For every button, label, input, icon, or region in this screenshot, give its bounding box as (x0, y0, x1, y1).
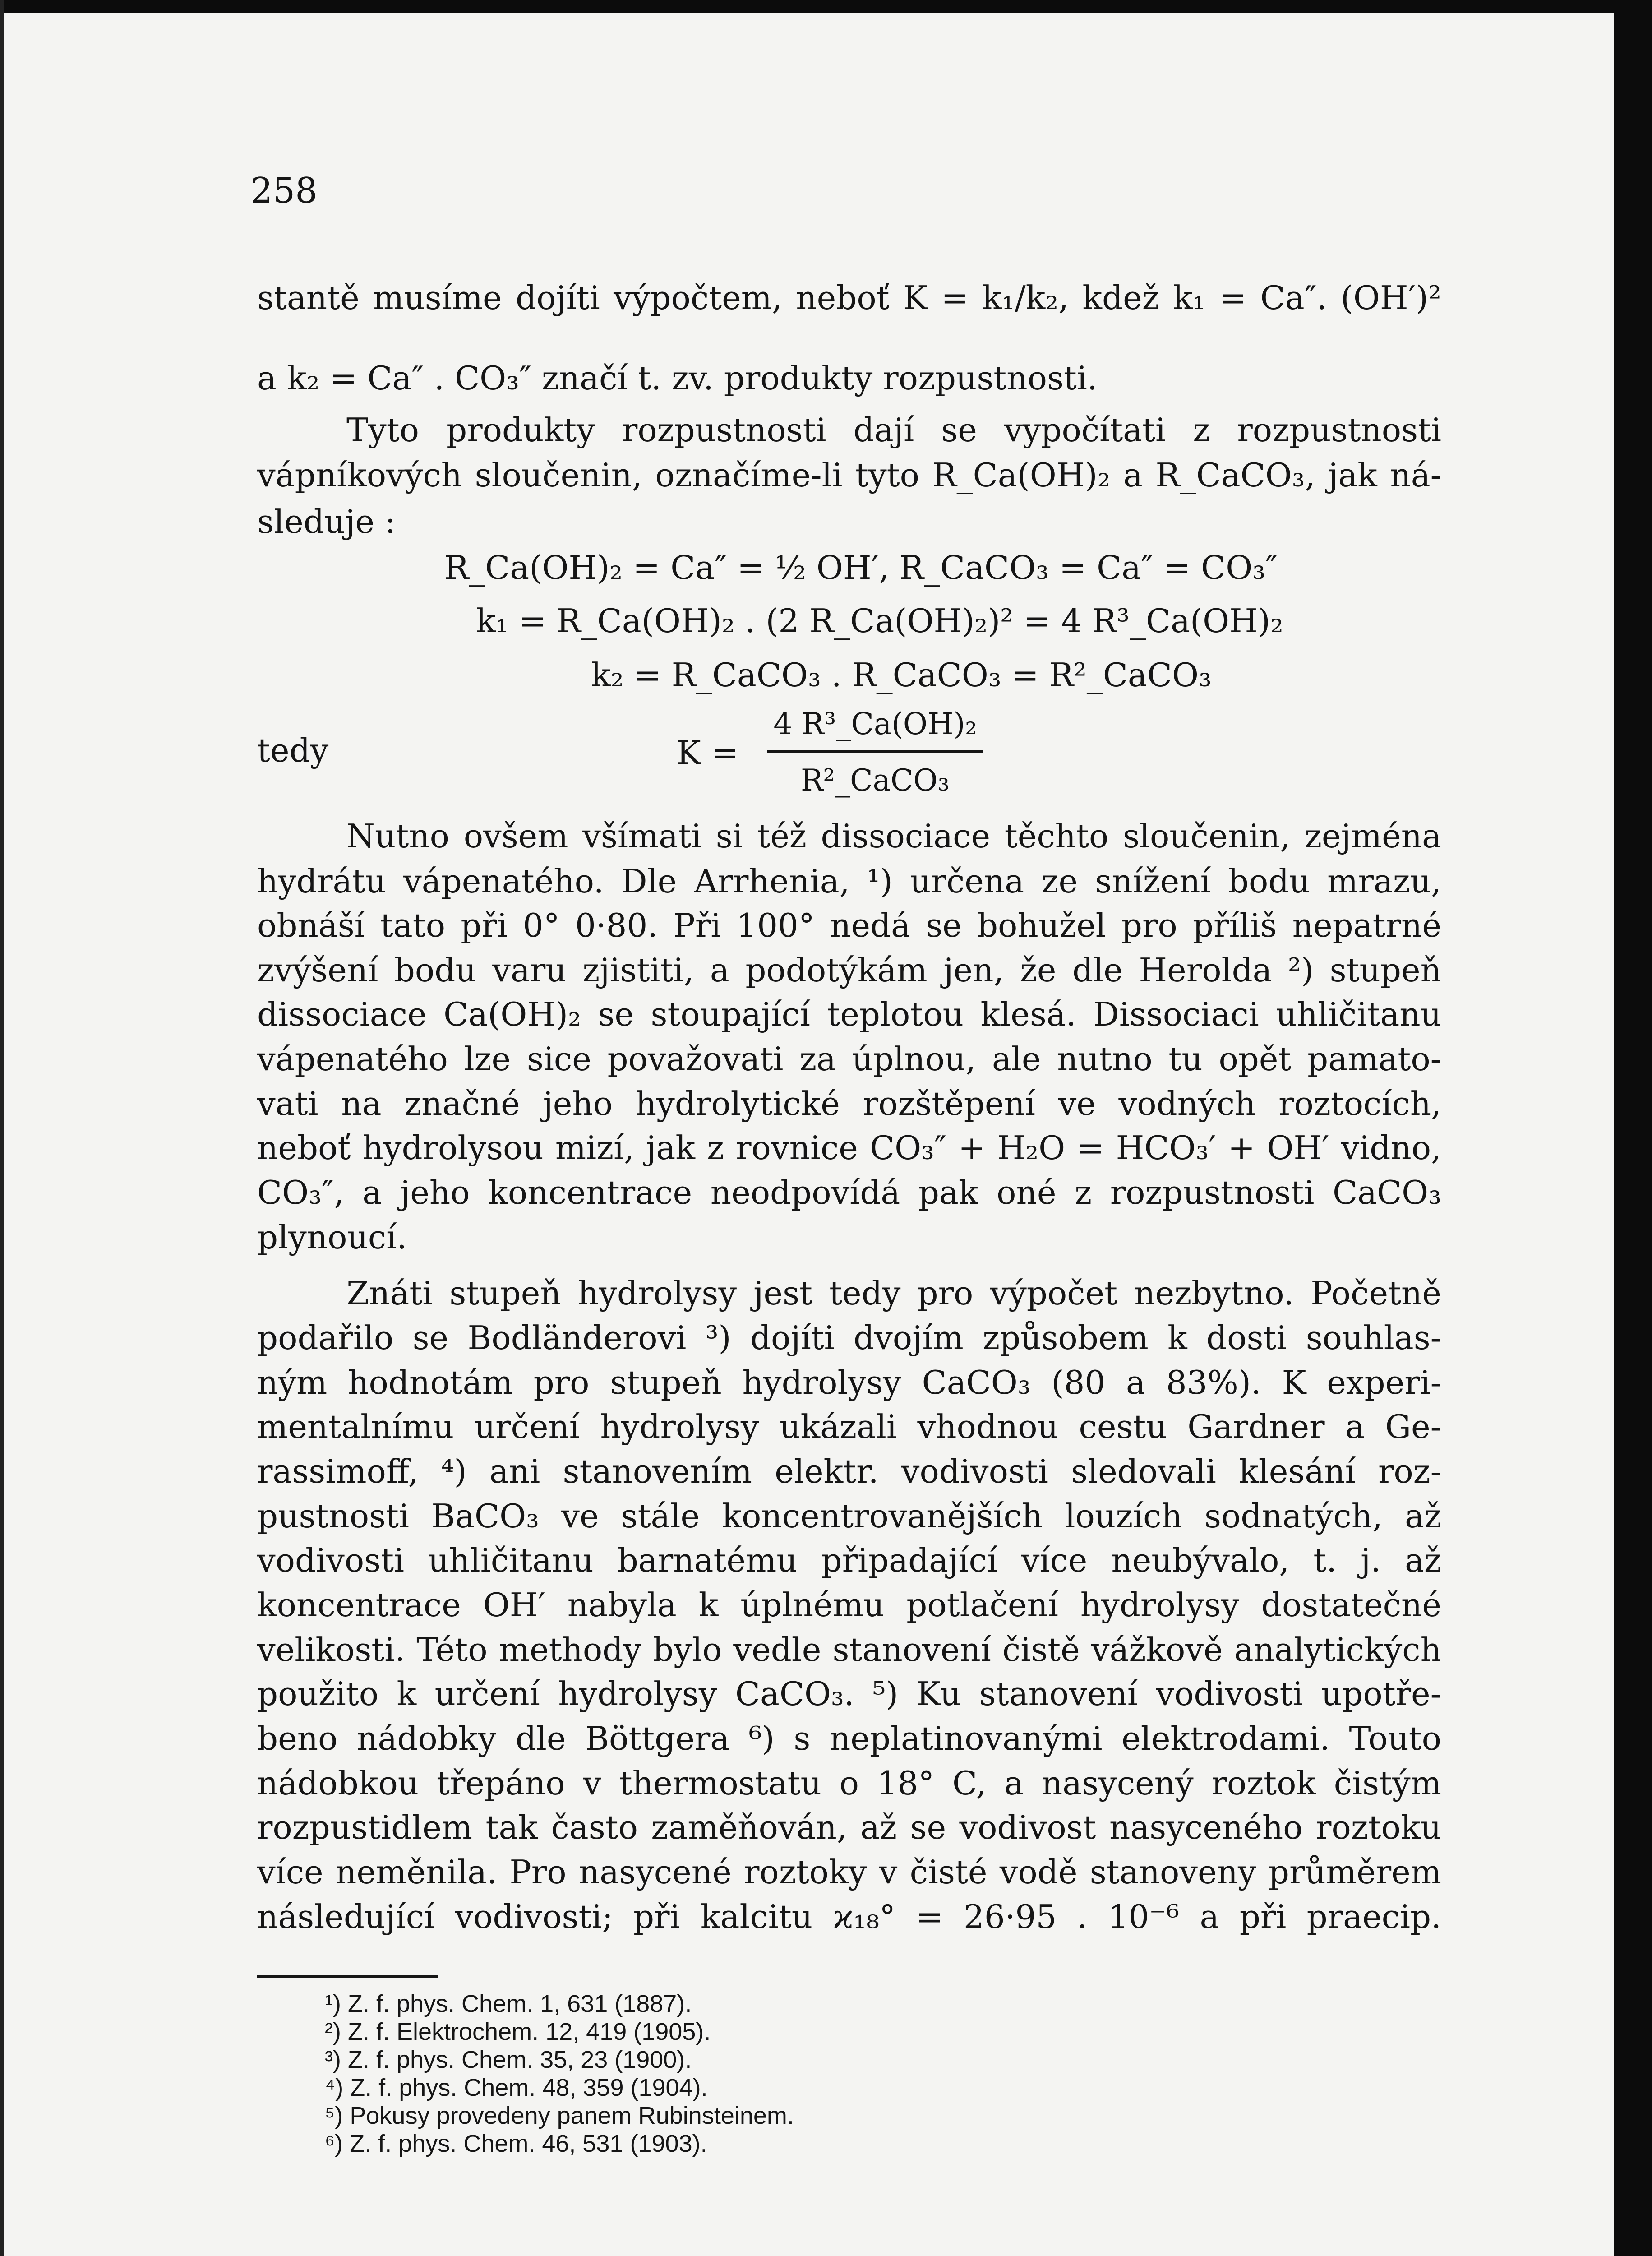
text-line: nádobkou třepáno v thermostatu o 18° C, a nasycený roztok čistým (257, 1764, 1441, 1802)
fraction-numerator: 4 R³_Ca(OH)₂ (773, 707, 977, 741)
text-line: beno nádobky dle Böttgera ⁶) s neplatinovanými elektrodami. Touto (257, 1720, 1441, 1757)
equation-line-3: k₂ = R_CaCO₃ . R_CaCO₃ = R²_CaCO₃ (591, 656, 1212, 694)
text-line: CO₃″, a jeho koncentrace neodpovídá pak oné z rozpustnosti CaCO₃ (257, 1174, 1441, 1211)
text-line: Nutno ovšem všímati si též dissociace těchto sloučenin, zejména (346, 817, 1441, 855)
text-line: podařilo se Bodländerovi ³) dojíti dvojím způsobem k dosti souhlas- (257, 1319, 1441, 1357)
equation-line-2: k₁ = R_Ca(OH)₂ . (2 R_Ca(OH)₂)² = 4 R³_Ca(OH)₂ (476, 602, 1283, 640)
text-line: mentalnímu určení hydrolysy ukázali vhodnou cestu Gardner a Ge- (257, 1408, 1441, 1446)
scan-border-left (0, 0, 4, 2256)
fraction-denominator: R²_CaCO₃ (800, 763, 950, 798)
text-line: vápenatého lze sice považovati za úplnou, ale nutno tu opět pamato- (257, 1040, 1441, 1078)
text-line: plynoucí. (257, 1218, 407, 1256)
text-line: ným hodnotám pro stupeň hydrolysy CaCO₃ (80 a 83%). K experi- (257, 1364, 1441, 1401)
footnote: ¹) Z. f. phys. Chem. 1, 631 (1887). (325, 1990, 692, 2017)
text-line: následující vodivosti; při kalcitu ϰ₁₈° = 26·95 . 10⁻⁶ a při praecip. (257, 1898, 1441, 1936)
text-line: hydrátu vápenatého. Dle Arrhenia, ¹) určena ze snížení bodu mrazu, (257, 862, 1441, 900)
text-line: rassimoff, ⁴) ani stanovením elektr. vodivosti sledovali klesání roz- (257, 1452, 1441, 1490)
text-line: dissociace Ca(OH)₂ se stoupající teplotou klesá. Dissociaci uhličitanu (257, 995, 1441, 1033)
text-line: více neměnila. Pro nasycené roztoky v čisté vodě stanoveny průměrem (257, 1853, 1441, 1891)
text-line: sleduje : (257, 503, 396, 541)
footnote: ⁴) Z. f. phys. Chem. 48, 359 (1904). (325, 2074, 708, 2101)
text-line: vodivosti uhličitanu barnatému připadající více neubývalo, t. j. až (257, 1541, 1441, 1579)
text-line: zvýšení bodu varu zjistiti, a podotýkám jen, že dle Herolda ²) stupeň (257, 951, 1441, 989)
text-line: velikosti. Této methody bylo vedle stanovení čistě vážkově analytických (257, 1631, 1441, 1669)
text-line: pustnosti BaCO₃ ve stále koncentrovanějších louzích sodnatých, až (257, 1497, 1441, 1535)
tedy-label: tedy (257, 731, 329, 769)
scan-border-top (0, 0, 1652, 13)
text-line: a k₂ = Ca″ . CO₃″ značí t. zv. produkty rozpustnosti. (257, 359, 1098, 397)
text-line: stantě musíme dojíti výpočtem, neboť K = k₁/k₂, kdež k₁ = Ca″. (OH′)² (257, 279, 1441, 317)
text-line: rozpustidlem tak často zaměňován, až se vodivost nasyceného roztoku (257, 1808, 1441, 1846)
text-line: Znáti stupeň hydrolysy jest tedy pro výpočet nezbytno. Početně (346, 1274, 1441, 1312)
scan-border-right (1614, 0, 1652, 2256)
text-line: koncentrace OH′ nabyla k úplnému potlačení hydrolysy dostatečné (257, 1586, 1441, 1624)
text-line: vápníkových sloučenin, označíme-li tyto R_Ca(OH)₂ a R_CaCO₃, jak ná- (257, 456, 1441, 494)
k-equals: K = (677, 734, 739, 772)
equation-line-1: R_Ca(OH)₂ = Ca″ = ½ OH′, R_CaCO₃ = Ca″ = CO₃″ (444, 549, 1278, 587)
page-number: 258 (250, 171, 318, 211)
footnote: ⁶) Z. f. phys. Chem. 46, 531 (1903). (325, 2130, 707, 2157)
footnote-rule (257, 1975, 438, 1978)
text-line: obnáší tato při 0° 0·80. Při 100° nedá se bohužel pro příliš nepatrné (257, 906, 1441, 944)
text-line: použito k určení hydrolysy CaCO₃. ⁵) Ku stanovení vodivosti upotře- (257, 1675, 1441, 1713)
text-line: vati na značné jeho hydrolytické rozštěpení ve vodných roztocích, (257, 1085, 1441, 1123)
footnote: ⁵) Pokusy provedeny panem Rubinsteinem. (325, 2102, 794, 2129)
fraction-bar (767, 750, 983, 753)
footnote: ²) Z. f. Elektrochem. 12, 419 (1905). (325, 2018, 711, 2045)
text-line: Tyto produkty rozpustnosti dají se vypočítati z rozpustnosti (346, 411, 1441, 449)
text-line: neboť hydrolysou mizí, jak z rovnice CO₃″ + H₂O = HCO₃′ + OH′ vidno, (257, 1129, 1441, 1167)
footnote: ³) Z. f. phys. Chem. 35, 23 (1900). (325, 2046, 692, 2073)
